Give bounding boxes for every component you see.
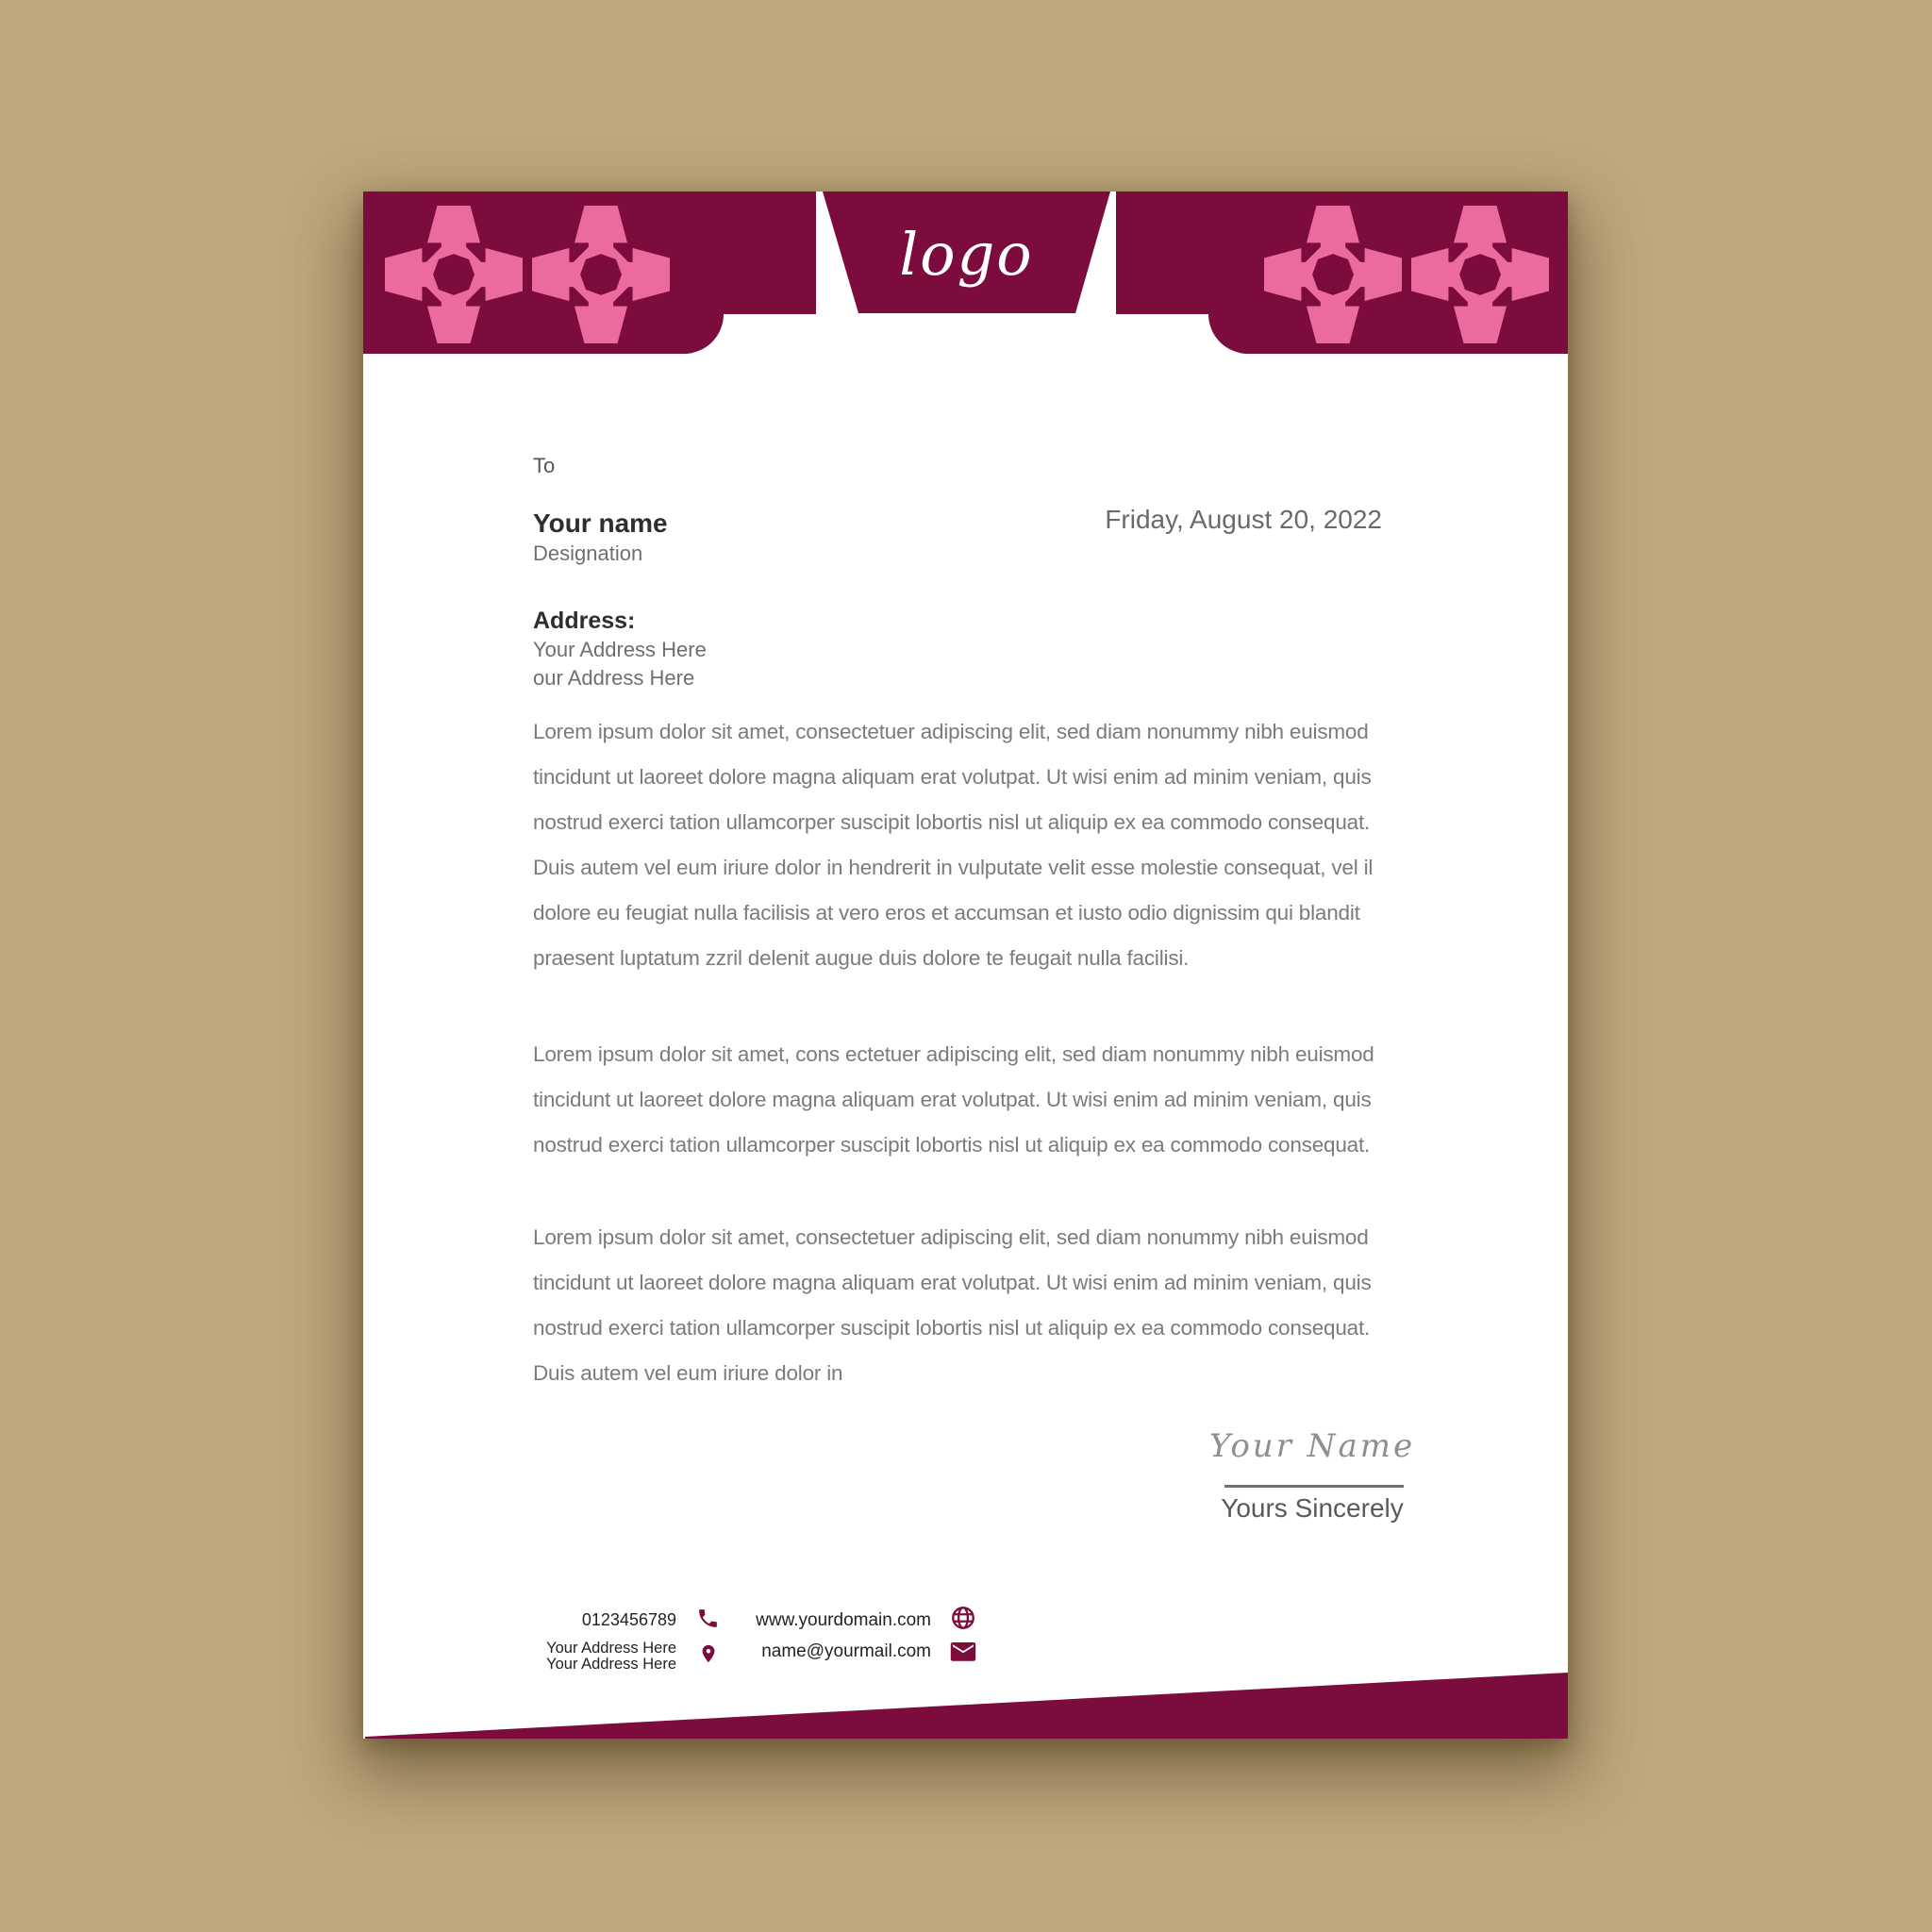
signature-line [1224, 1485, 1404, 1488]
footer-address [439, 1641, 676, 1673]
flower-ornament-icon [385, 203, 523, 346]
paragraph-line: dolore eu feugiat nulla facilisis at vero eros et accumsan et iusto odio dignissim qui blandit [533, 901, 1360, 924]
paragraph-line: Lorem ipsum dolor sit amet, consectetuer adipiscing elit, sed diam nonummy nibh euismod [533, 1225, 1369, 1249]
envelope-icon [950, 1642, 976, 1663]
signature-closing: Yours Sincerely [1221, 1493, 1404, 1523]
letter-page [363, 192, 1568, 1739]
footer-wedge-shape [363, 1671, 1568, 1739]
recipient-designation: Designation [533, 541, 643, 565]
recipient-name: Your name [533, 508, 668, 538]
paragraph-line: Lorem ipsum dolor sit amet, consectetuer adipiscing elit, sed diam nonummy nibh euismod [533, 720, 1369, 743]
paragraph-line: praesent luptatum zzril delenit augue duis dolore te feugait nulla facilisi. [533, 946, 1190, 970]
to-label: To [533, 454, 556, 477]
address-label: Address: [533, 608, 636, 634]
recipient-address-line1: Your Address Here [533, 638, 707, 661]
footer-phone-number: 0123456789 [581, 1610, 676, 1629]
phone-icon [696, 1607, 720, 1630]
paragraph-line: Duis autem vel eum iriure dolor in [533, 1361, 843, 1385]
paragraph-line: nostrud exerci tation ullamcorper suscipit lobortis nisl ut aliquip ex ea commodo consequat. [533, 1316, 1371, 1340]
footer-email: name@yourmail.com [761, 1641, 931, 1661]
footer-address-line2: Your Address Here [546, 1656, 676, 1673]
paragraph-line: Duis autem vel eum iriure dolor in hendrerit in vulputate velit esse molestie consequat, vel il [533, 856, 1374, 879]
body-paragraph-2 [533, 1032, 1424, 1168]
footer-address-line1: Your Address Here [546, 1640, 676, 1657]
recipient-address-line2: our Address Here [533, 666, 695, 690]
signature-block [1189, 1427, 1436, 1465]
location-pin-icon [698, 1641, 719, 1667]
letter-date: Friday, August 20, 2022 [1105, 505, 1382, 534]
flower-ornament-icon [1264, 203, 1402, 346]
flower-ornament-icon [532, 203, 670, 346]
paragraph-line: tincidunt ut laoreet dolore magna aliquam erat volutpat. Ut wisi enim ad minim veniam, quis [533, 1271, 1372, 1294]
footer-website: www.yourdomain.com [756, 1610, 931, 1630]
body-paragraph-3 [533, 1215, 1424, 1396]
signature-script: Your Name [1208, 1427, 1416, 1465]
paragraph-line: tincidunt ut laoreet dolore magna aliquam erat volutpat. Ut wisi enim ad minim veniam, quis [533, 1088, 1372, 1111]
logo-text: logo [899, 219, 1034, 289]
logo-container [823, 197, 1110, 310]
paragraph-line: tincidunt ut laoreet dolore magna aliquam erat volutpat. Ut wisi enim ad minim veniam, quis [533, 765, 1372, 789]
body-paragraph-1 [533, 709, 1424, 981]
flower-ornament-icon [1411, 203, 1549, 346]
paragraph-line: Lorem ipsum dolor sit amet, cons ectetuer adipiscing elit, sed diam nonummy nibh euismod [533, 1042, 1374, 1066]
paragraph-line: nostrud exerci tation ullamcorper suscipit lobortis nisl ut aliquip ex ea commodo consequat. [533, 1133, 1371, 1157]
globe-icon [950, 1605, 976, 1631]
paragraph-line: nostrud exerci tation ullamcorper suscipit lobortis nisl ut aliquip ex ea commodo consequat. [533, 810, 1371, 834]
